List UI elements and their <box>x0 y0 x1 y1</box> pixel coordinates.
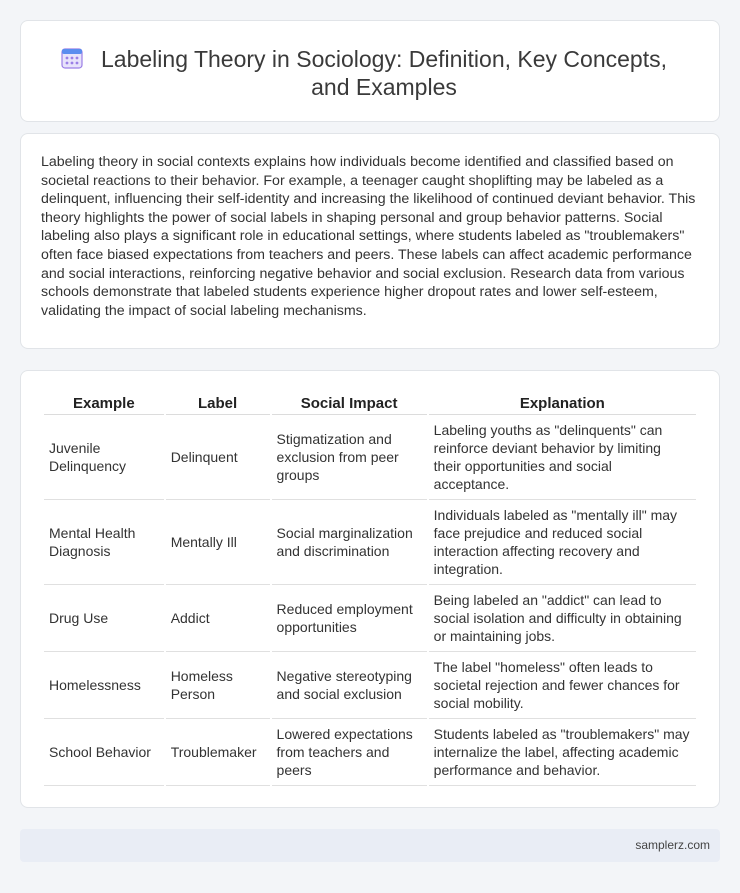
cell-example: Juvenile Delinquency <box>44 415 164 500</box>
cell-label: Homeless Person <box>166 652 270 719</box>
cell-explanation: Individuals labeled as "mentally ill" may face prejudice and reduced social interaction affecting recovery and integration. <box>429 500 696 585</box>
cell-explanation: Being labeled an "addict" can lead to social isolation and difficulty in obtaining or maintaining jobs. <box>429 585 696 652</box>
header-example: Example <box>44 393 164 415</box>
cell-label: Troublemaker <box>166 719 270 786</box>
cell-label: Mentally Ill <box>166 500 270 585</box>
table-row <box>44 652 696 719</box>
cell-social-impact: Social marginalization and discrimination <box>272 500 427 585</box>
cell-social-impact: Negative stereotyping and social exclusion <box>272 652 427 719</box>
cell-social-impact: Reduced employment opportunities <box>272 585 427 652</box>
title-card <box>20 20 720 122</box>
cell-label: Addict <box>166 585 270 652</box>
cell-social-impact: Stigmatization and exclusion from peer groups <box>272 415 427 500</box>
cell-example: Mental Health Diagnosis <box>44 500 164 585</box>
intro-card <box>20 133 720 349</box>
cell-example: Drug Use <box>44 585 164 652</box>
table-row <box>44 415 696 500</box>
header-label: Label <box>166 393 270 415</box>
table-header-row <box>44 393 696 415</box>
page-title: Labeling Theory in Sociology: Definition, Key Concepts, and Examples <box>101 46 667 100</box>
cell-explanation: The label "homeless" often leads to societal rejection and fewer chances for social mobility. <box>429 652 696 719</box>
footer-site-link[interactable]: samplerz.com <box>635 838 710 852</box>
cell-explanation: Students labeled as "troublemakers" may internalize the label, affecting academic performance and behavior. <box>429 719 696 786</box>
table-row <box>44 719 696 786</box>
table-row <box>44 585 696 652</box>
header-social-impact: Social Impact <box>272 393 427 415</box>
table-row <box>44 500 696 585</box>
table-card <box>20 370 720 808</box>
header-explanation: Explanation <box>429 393 696 415</box>
cell-explanation: Labeling youths as "delinquents" can reinforce deviant behavior by limiting their opportunities and social acceptance. <box>429 415 696 500</box>
cell-social-impact: Lowered expectations from teachers and peers <box>272 719 427 786</box>
cell-example: School Behavior <box>44 719 164 786</box>
intro-paragraph: Labeling theory in social contexts explains how individuals become identified and classified based on societal reactions to their behavior. For example, a teenager caught shoplifting may be labeled as a delinquent, influencing their self-identity and increasing the likelihood of continued deviant behavior. This theory highlights the power of social labels in shaping personal and group behavior patterns. Social labeling also plays a significant role in educational settings, where students labeled as "troublemakers" often face biased expectations from teachers and peers. These labels can affect academic performance and social interactions, reinforcing negative behavior and social exclusion. Research data from various schools demonstrate that labeled students experience higher dropout rates and lower self-esteem, validating the impact of social labeling mechanisms. <box>41 154 696 319</box>
footer <box>20 829 720 862</box>
cell-example: Homelessness <box>44 652 164 719</box>
cell-label: Delinquent <box>166 415 270 500</box>
examples-table <box>42 393 698 786</box>
